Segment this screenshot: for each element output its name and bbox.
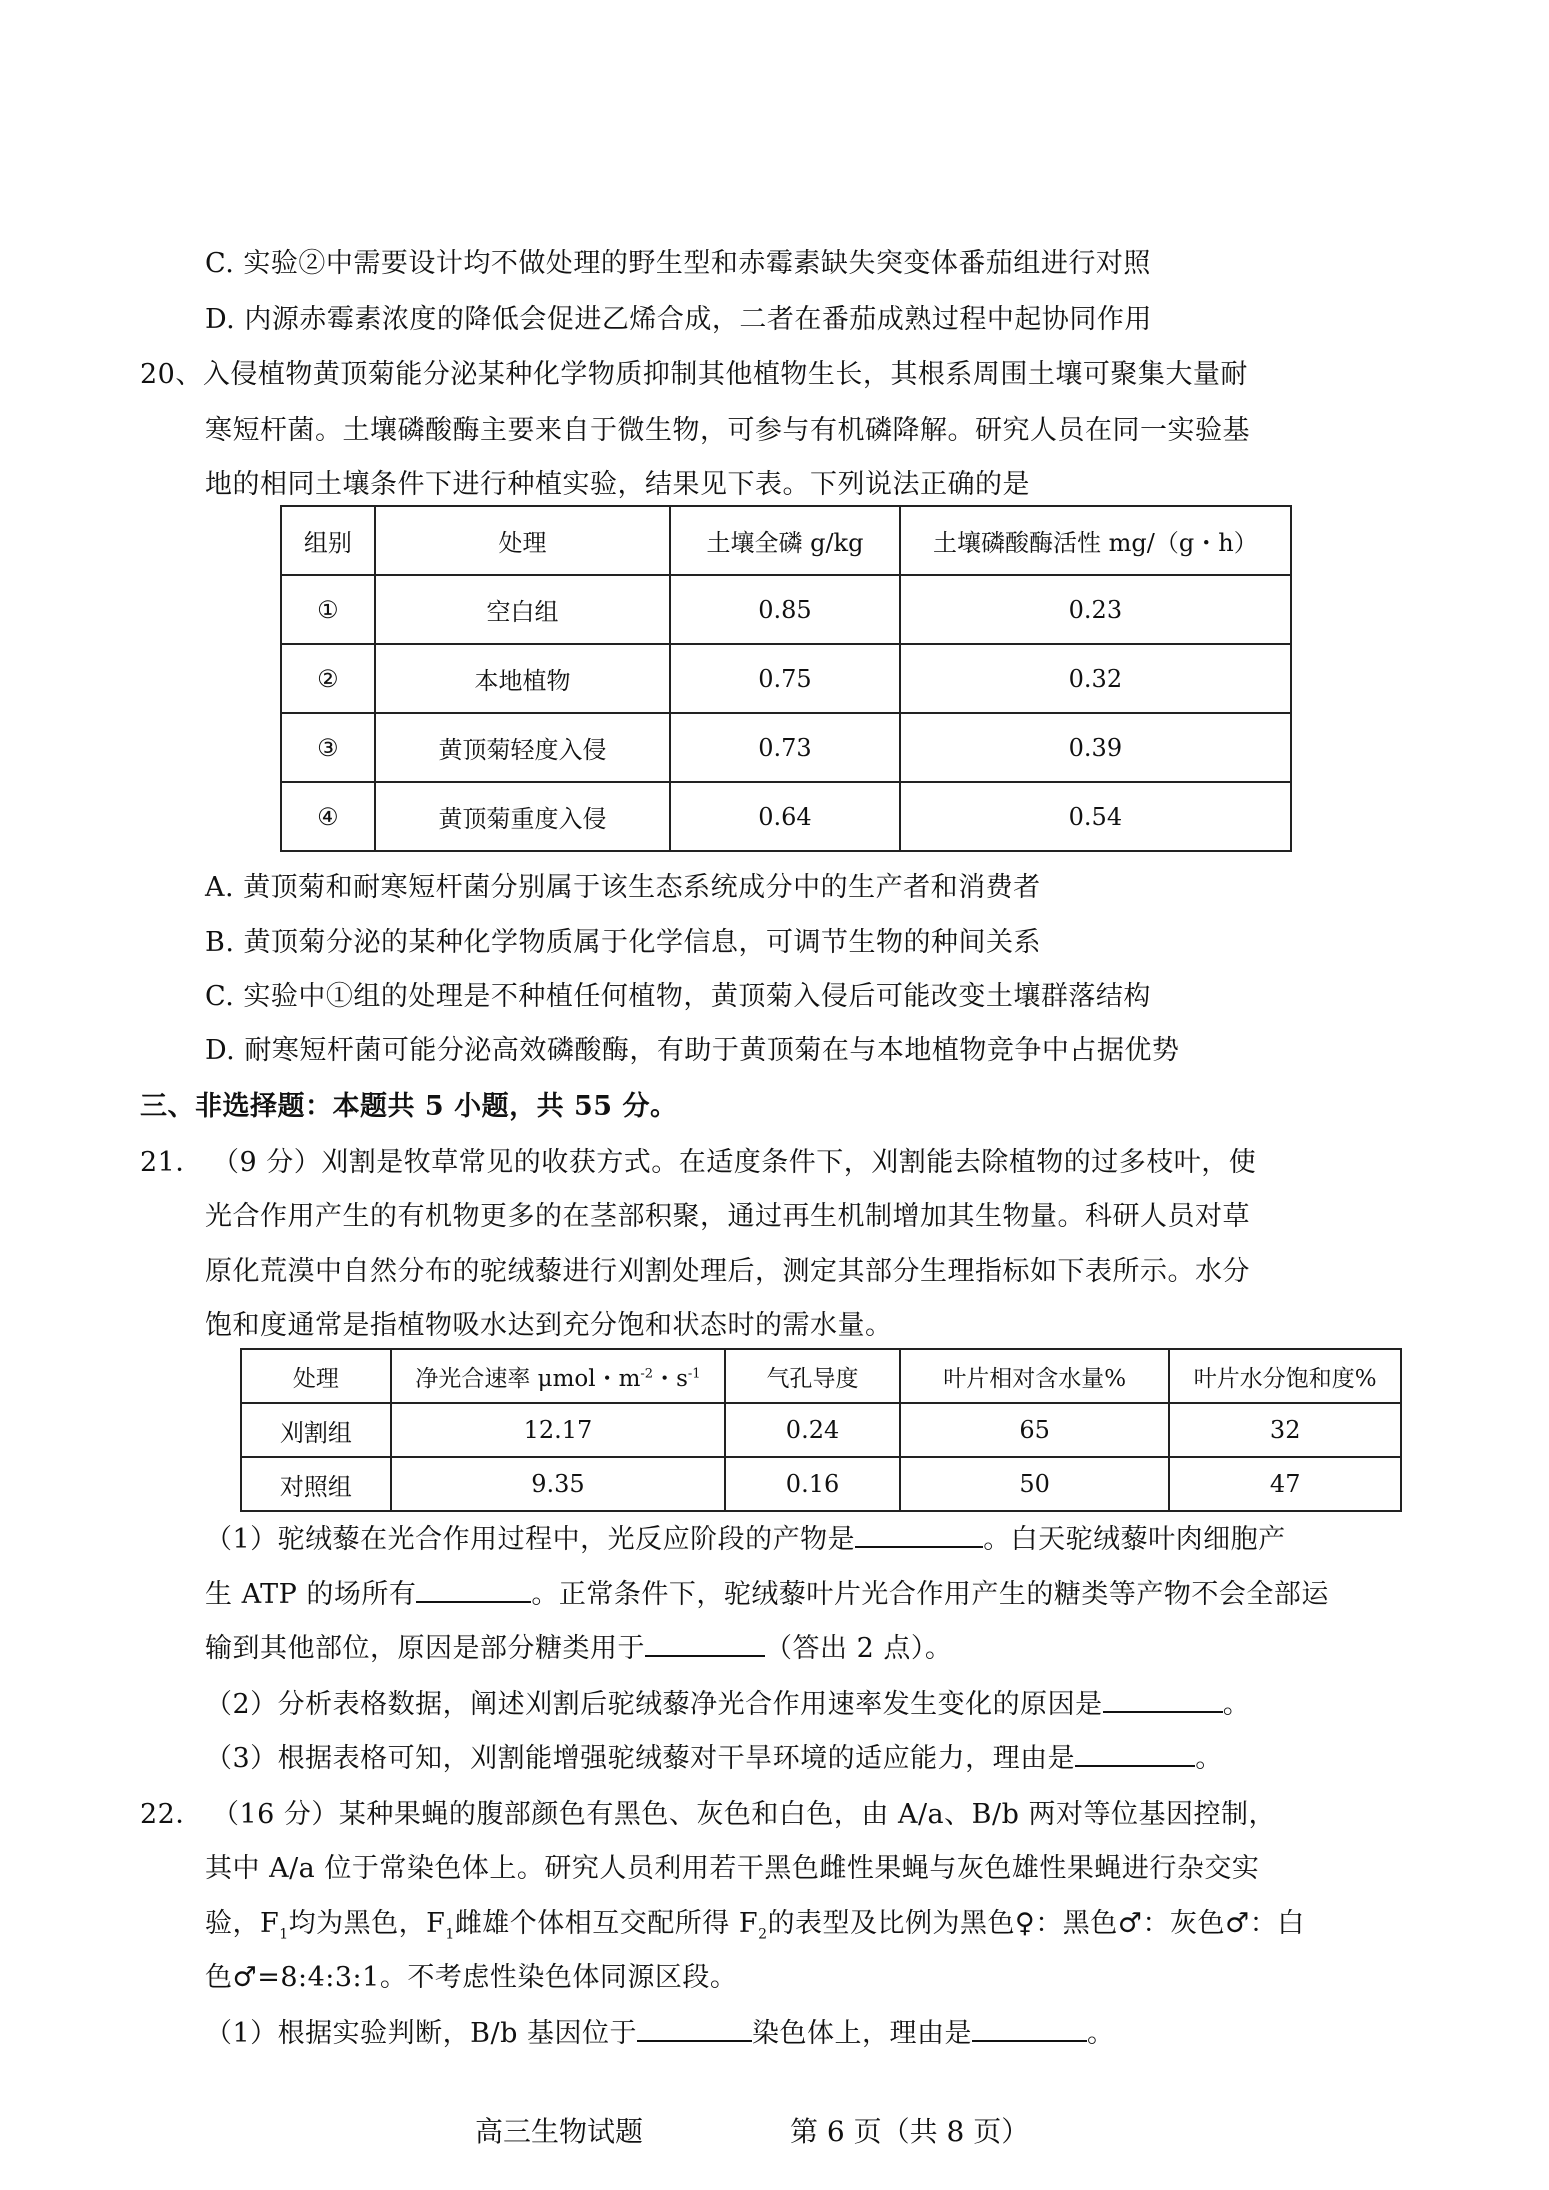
table-cell: 9.35 xyxy=(391,1457,725,1511)
table-cell: 47 xyxy=(1169,1457,1401,1511)
table-cell: 0.24 xyxy=(725,1403,900,1457)
table-header-cell: 组别 xyxy=(281,506,375,575)
question-text: 的表型及比例为黑色♀：黑色♂：灰色♂：白 xyxy=(767,1908,1305,1939)
question-text: 。正常条件下，驼绒藜叶片光合作用产生的糖类等产物不会全部运 xyxy=(531,1579,1329,1610)
table-header-cell: 土壤全磷 g/kg xyxy=(670,506,900,575)
table-row xyxy=(241,1403,1401,1457)
question-text: 生 ATP 的场所有 xyxy=(205,1579,417,1610)
table-header-cell: 叶片水分饱和度% xyxy=(1169,1349,1401,1403)
question-text: 验，F xyxy=(205,1908,280,1939)
q21-part1-line3 xyxy=(205,1629,952,1669)
table-cell: 32 xyxy=(1169,1403,1401,1457)
table-cell: 0.75 xyxy=(670,644,900,713)
generation-subscript: 2 xyxy=(758,1926,768,1943)
question-text: 输到其他部位，原因是部分糖类用于 xyxy=(205,1633,645,1664)
q21-data-table xyxy=(240,1348,1402,1512)
section-heading: 三、非选择题：本题共 5 小题，共 55 分。 xyxy=(140,1091,678,1122)
table-header-cell: 处理 xyxy=(375,506,670,575)
table-cell: 0.32 xyxy=(900,644,1291,713)
table-cell: 刈割组 xyxy=(241,1403,391,1457)
table-header-cell: 处理 xyxy=(241,1349,391,1403)
table-cell: ④ xyxy=(281,782,375,851)
table-cell: ② xyxy=(281,644,375,713)
q20-stem-line1: 20、入侵植物黄顶菊能分泌某种化学物质抑制其他植物生长，其根系周围土壤可聚集大量耐 xyxy=(140,359,1248,390)
table-cell: 0.54 xyxy=(900,782,1291,851)
table-header-cell xyxy=(391,1349,725,1403)
table-row xyxy=(281,782,1291,851)
table-cell: 空白组 xyxy=(375,575,670,644)
question-text: （2）分析表格数据，阐述刈割后驼绒藜净光合作用速率发生变化的原因是 xyxy=(205,1689,1103,1720)
table-cell: 50 xyxy=(900,1457,1170,1511)
table-cell: 0.16 xyxy=(725,1457,900,1511)
unit-exponent: -2 xyxy=(640,1365,654,1381)
q21-part1-line1 xyxy=(205,1520,1286,1560)
table-cell: 0.73 xyxy=(670,713,900,782)
question-text: 。 xyxy=(1086,2018,1115,2049)
q20-option-d: D. 耐寒短杆菌可能分泌高效磷酸酶，有助于黄顶菊在与本地植物竞争中占据优势 xyxy=(205,1035,1180,1066)
q22-stem-line3 xyxy=(205,1904,1305,1954)
q22-stem-line1: 22． （16 分）某种果蝇的腹部颜色有黑色、灰色和白色，由 A/a、B/b 两对等位基因控制， xyxy=(140,1799,1276,1830)
generation-subscript: 1 xyxy=(279,1926,289,1943)
q21-stem-line1: 21． （9 分）刈割是牧草常见的收获方式。在适度条件下，刈割能去除植物的过多枝叶，使 xyxy=(140,1147,1257,1178)
table-cell: 0.23 xyxy=(900,575,1291,644)
rate-header-unit: ・s xyxy=(653,1365,688,1392)
question-text: 。 xyxy=(1195,1743,1223,1774)
answer-blank[interactable] xyxy=(855,1524,983,1548)
q21-stem-line4: 饱和度通常是指植物吸水达到充分饱和状态时的需水量。 xyxy=(205,1310,893,1341)
question-text: 均为黑色，F xyxy=(288,1908,446,1939)
table-cell: 黄顶菊重度入侵 xyxy=(375,782,670,851)
table-cell: 0.64 xyxy=(670,782,900,851)
answer-blank[interactable] xyxy=(645,1633,765,1657)
answer-blank[interactable] xyxy=(637,2018,752,2042)
table-header-cell: 土壤磷酸酶活性 mg/（g・h） xyxy=(900,506,1291,575)
table-row xyxy=(281,644,1291,713)
q22-stem-line4: 色♂=8:4:3:1。不考虑性染色体同源区段。 xyxy=(205,1962,738,1993)
q22-stem-line2: 其中 A/a 位于常染色体上。研究人员利用若干黑色雌性果蝇与灰色雄性果蝇进行杂交实 xyxy=(205,1853,1260,1884)
unit-exponent: -1 xyxy=(687,1365,701,1381)
table-header-cell: 叶片相对含水量% xyxy=(900,1349,1170,1403)
generation-subscript: 1 xyxy=(445,1926,455,1943)
q20-option-a: A. 黄顶菊和耐寒短杆菌分别属于该生态系统成分中的生产者和消费者 xyxy=(205,872,1041,903)
table-cell: 0.85 xyxy=(670,575,900,644)
q21-stem-line2: 光合作用产生的有机物更多的在茎部积聚，通过再生机制增加其生物量。科研人员对草 xyxy=(205,1201,1250,1232)
question-text: 染色体上，理由是 xyxy=(751,2018,972,2049)
table-cell: 黄顶菊轻度入侵 xyxy=(375,713,670,782)
answer-blank[interactable] xyxy=(1103,1689,1223,1713)
table-header-cell: 气孔导度 xyxy=(725,1349,900,1403)
q21-part2 xyxy=(205,1685,1250,1725)
footer-subject: 高三生物试题 xyxy=(475,2115,644,2148)
q21-part3 xyxy=(205,1739,1223,1779)
question-text: （1）根据实验判断，B/b 基因位于 xyxy=(205,2018,637,2049)
answer-blank[interactable] xyxy=(972,2018,1087,2042)
q20-option-c: C. 实验中①组的处理是不种植任何植物，黄顶菊入侵后可能改变土壤群落结构 xyxy=(205,981,1151,1012)
table-row xyxy=(241,1457,1401,1511)
table-cell: 12.17 xyxy=(391,1403,725,1457)
question-text: （答出 2 点）。 xyxy=(765,1633,953,1664)
q19-option-d: D. 内源赤霉素浓度的降低会促进乙烯合成，二者在番茄成熟过程中起协同作用 xyxy=(205,304,1152,335)
answer-blank[interactable] xyxy=(1075,1743,1195,1767)
table-cell: ① xyxy=(281,575,375,644)
rate-header-text: 净光合速率 μmol・m xyxy=(415,1365,641,1392)
q20-stem-line2: 寒短杆菌。土壤磷酸酶主要来自于微生物，可参与有机磷降解。研究人员在同一实验基 xyxy=(205,415,1250,446)
footer-page-number: 第 6 页（共 8 页） xyxy=(790,2115,1030,2148)
table-header-row xyxy=(241,1349,1401,1403)
question-text: 雌雄个体相互交配所得 F xyxy=(454,1908,759,1939)
table-row xyxy=(281,575,1291,644)
answer-blank[interactable] xyxy=(416,1579,531,1603)
q21-stem-line3: 原化荒漠中自然分布的驼绒藜进行刈割处理后，测定其部分生理指标如下表所示。水分 xyxy=(205,1256,1250,1287)
table-row xyxy=(281,713,1291,782)
question-text: （3）根据表格可知，刈割能增强驼绒藜对干旱环境的适应能力，理由是 xyxy=(205,1743,1076,1774)
q19-option-c: C. 实验②中需要设计均不做处理的野生型和赤霉素缺失突变体番茄组进行对照 xyxy=(205,248,1151,279)
q21-part1-line2 xyxy=(205,1575,1329,1615)
table-header-row xyxy=(281,506,1291,575)
q20-stem-line3: 地的相同土壤条件下进行种植实验，结果见下表。下列说法正确的是 xyxy=(205,469,1030,500)
table-cell: 本地植物 xyxy=(375,644,670,713)
question-text: （1）驼绒藜在光合作用过程中，光反应阶段的产物是 xyxy=(205,1524,856,1555)
table-cell: 0.39 xyxy=(900,713,1291,782)
q20-option-b: B. 黄顶菊分泌的某种化学物质属于化学信息，可调节生物的种间关系 xyxy=(205,927,1042,958)
table-cell: 65 xyxy=(900,1403,1170,1457)
q22-part1 xyxy=(205,2014,1114,2054)
question-text: 。白天驼绒藜叶肉细胞产 xyxy=(983,1524,1286,1555)
table-cell: ③ xyxy=(281,713,375,782)
question-text: 。 xyxy=(1222,1689,1251,1720)
table-cell: 对照组 xyxy=(241,1457,391,1511)
q20-data-table xyxy=(280,505,1292,852)
